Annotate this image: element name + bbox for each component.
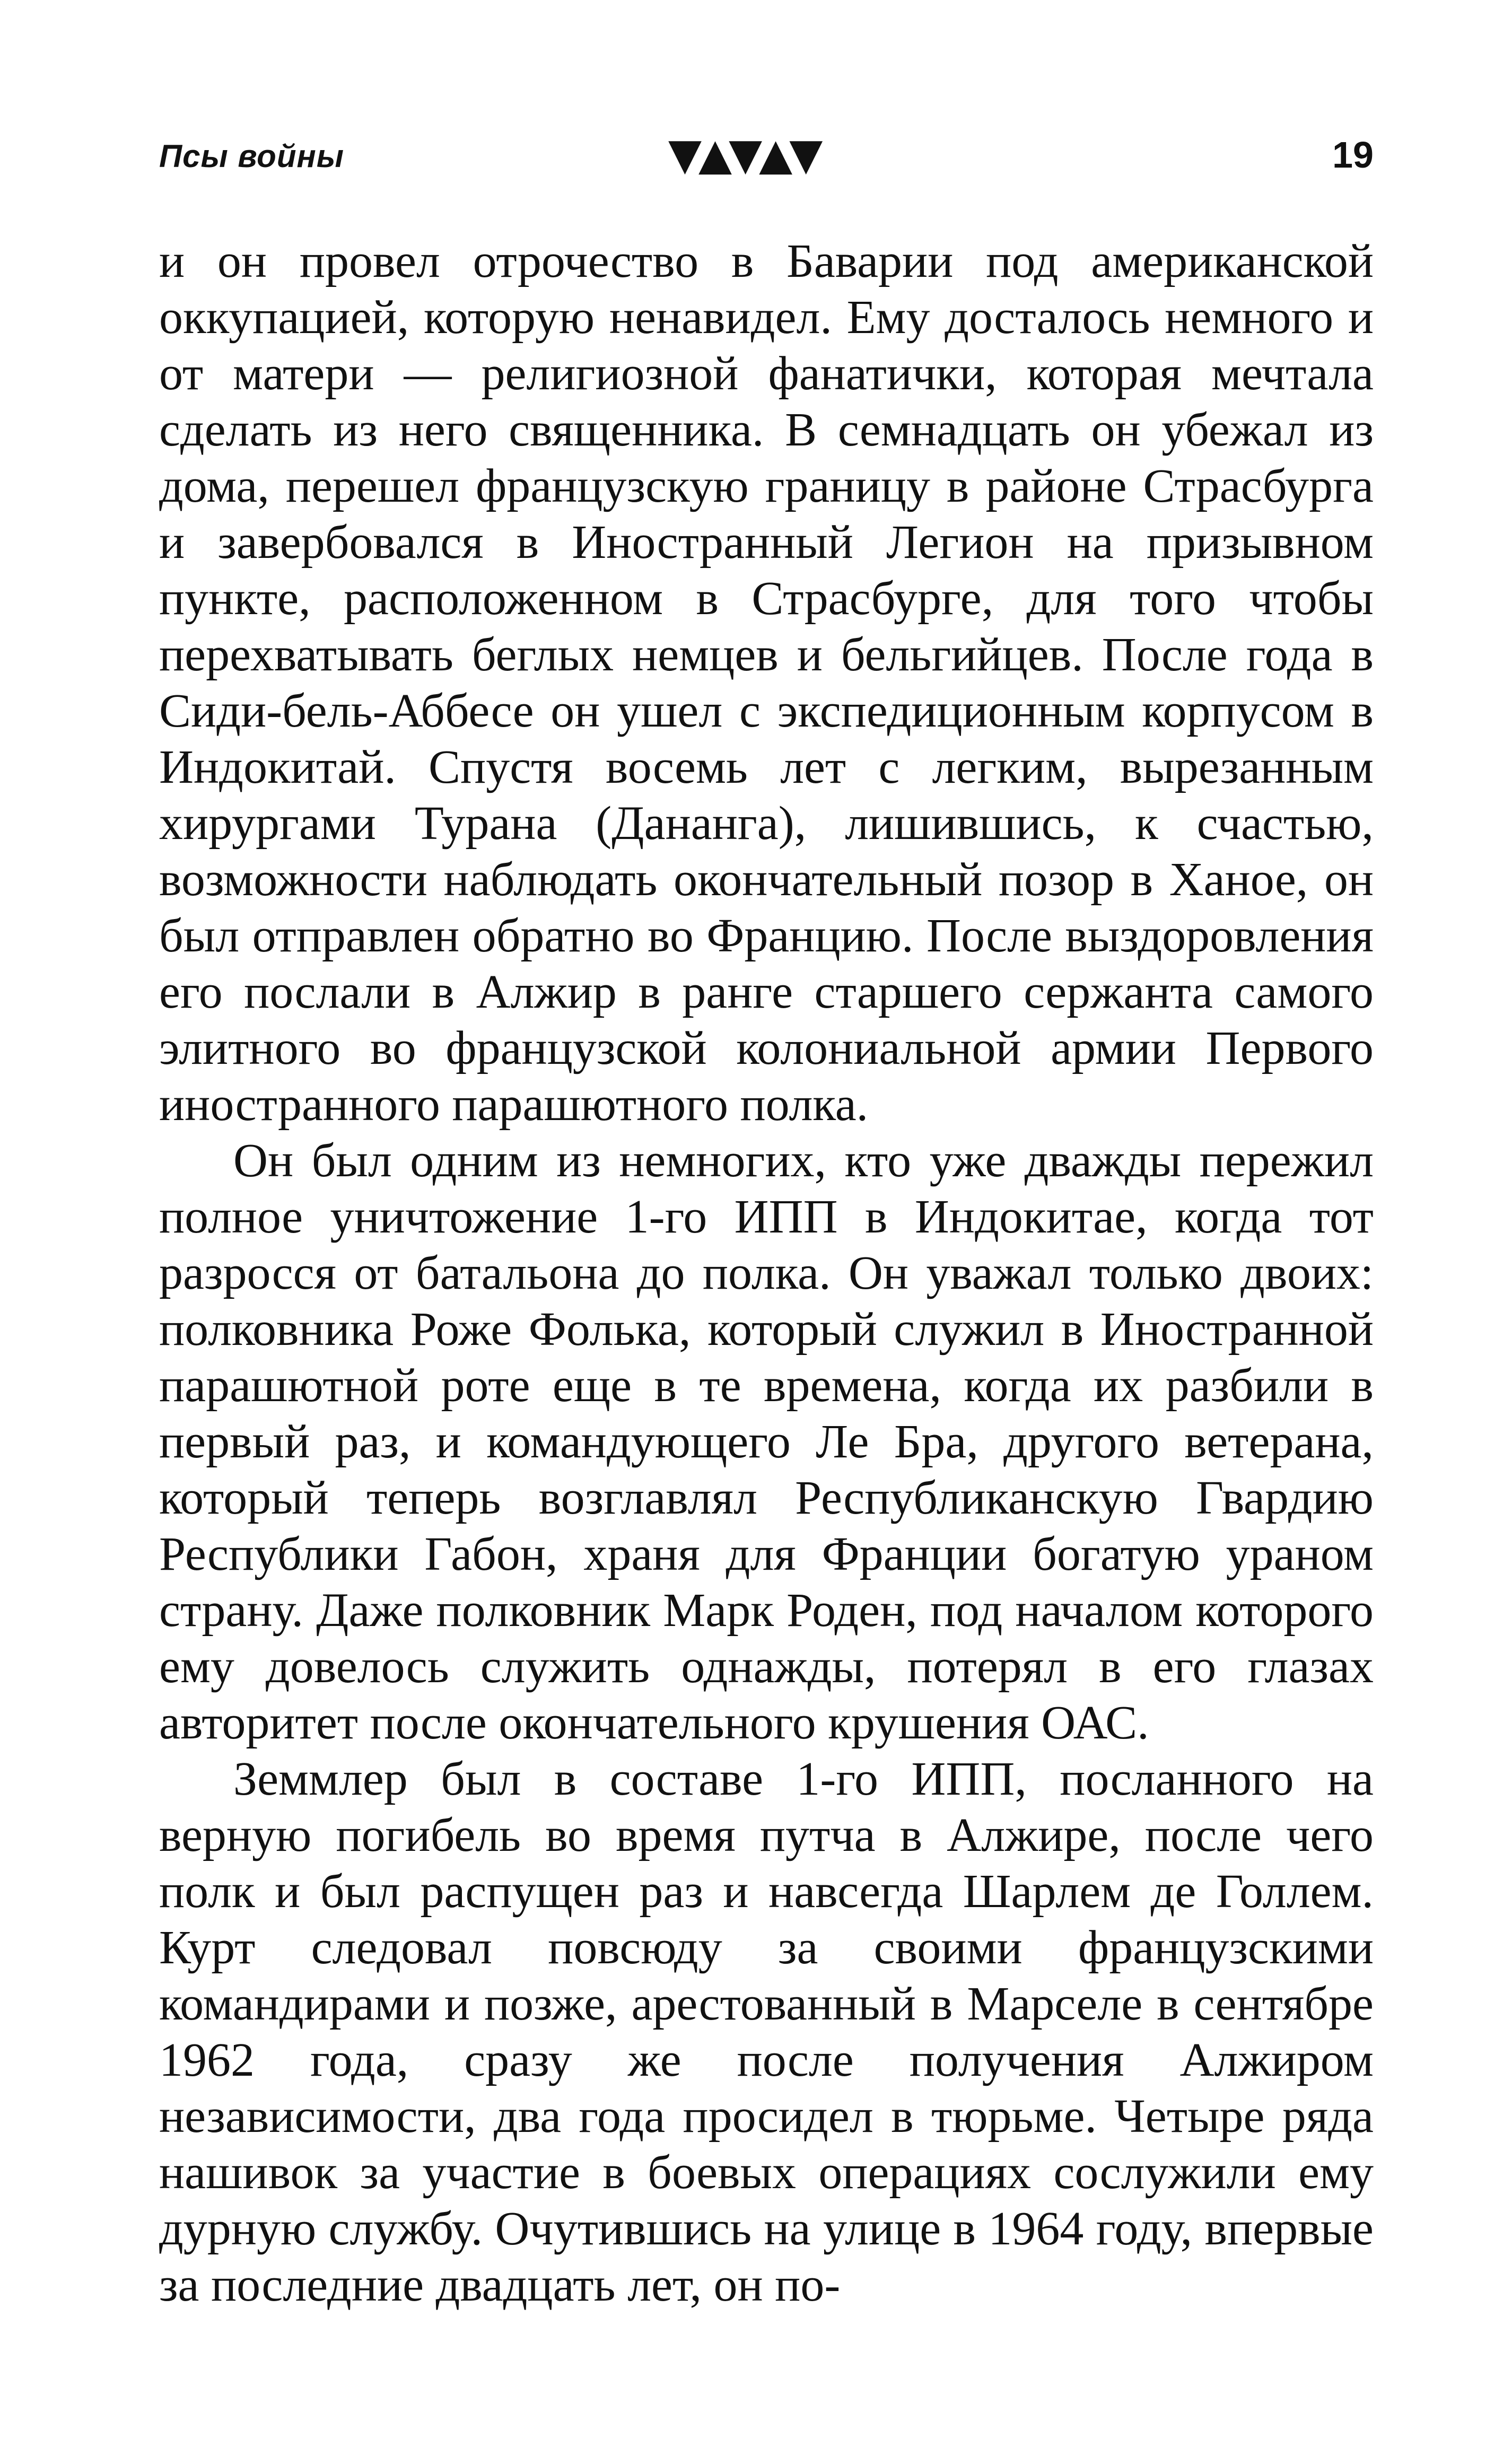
book-page [159, 122, 1374, 2313]
body-text [159, 233, 1374, 2313]
page-number: 19 [1332, 134, 1374, 176]
ornament-triangles: ▼▲▼▲▼ [668, 129, 820, 180]
running-head [159, 122, 1374, 186]
paragraph-2: Он был одним из немногих, кто уже дважды пережил полное уничтожение 1-го ИПП в Индокитае, когда тот разросся от батальона до полка. Он уважал только двоих: полковника Роже Фолька, который служил в Иностранной парашютной роте еще в те времена, когда их разбили в первый раз, и командующего Ле Бра, другого ветерана, который теперь возглавлял Республиканскую Гвардию Республики Габон, храня для Франции богатую ураном страну. Даже полковник Марк Роден, под началом которого ему довелось служить однажды, потерял в его глазах авторитет после окончательного крушения ОАС. [159, 1134, 1374, 1749]
running-head-title: Псы войны [159, 138, 344, 174]
paragraph-3: Земмлер был в составе 1-го ИПП, посланного на верную погибель во время путча в Алжире, после чего полк и был распущен раз и навсегда Шарлем де Голлем. Курт следовал повсюду за своими французскими командирами и позже, арестованный в Марселе в сентябре 1962 года, сразу же после получения Алжиром независимости, два года просидел в тюрьме. Четыре ряда нашивок за участие в боевых операциях сослужили ему дурную службу. Очутившись на улице в 1964 году, впервые за последние двадцать лет, он по- [159, 1753, 1374, 2311]
paragraph-1: и он провел отрочество в Баварии под американской оккупацией, которую ненавидел. Ему досталось немного и от матери — религиозной фанатички, которая мечтала сделать из него священника. В семнадцать он убежал из дома, перешел французскую границу в районе Страсбурга и завербовался в Иностранный Легион на призывном пункте, расположенном в Страсбурге, для того чтобы перехватывать беглых немцев и бельгийцев. После года в Сиди-бель-Аббесе он ушел с экспедиционным корпусом в Индокитай. Спустя восемь лет с легким, вырезанным хирургами Турана (Дананга), лишившись, к счастью, возможности наблюдать окончательный позор в Ханое, он был отправлен обратно во Францию. После выздоровления его послали в Алжир в ранге старшего сержанта самого элитного во французской колониальной армии Первого иностранного парашютного полка. [159, 235, 1374, 1131]
